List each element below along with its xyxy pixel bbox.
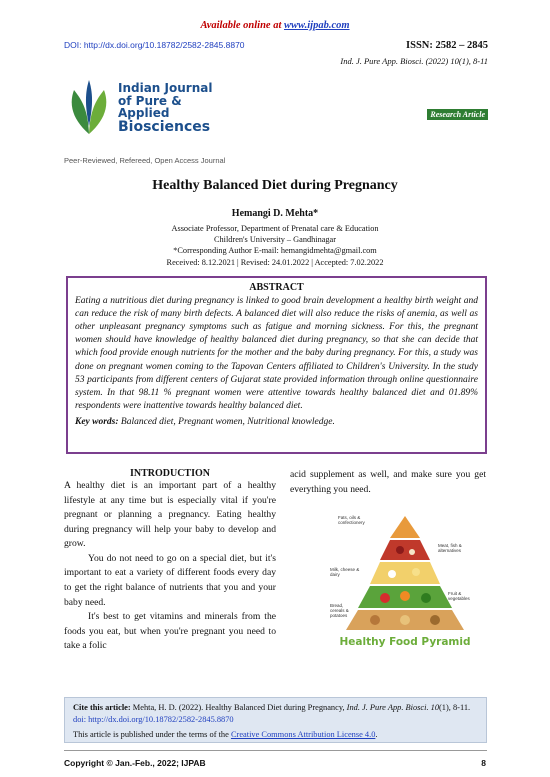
keywords-values: Balanced diet, Pregnant women, Nutritional knowledge. (118, 416, 335, 427)
issn: ISSN: 2582 – 2845 (406, 40, 488, 51)
abstract-heading: ABSTRACT (249, 282, 304, 293)
logo-line-2: of Pure & Applied (118, 93, 182, 121)
logo-line-1: Indian Journal (118, 81, 213, 95)
affiliation-line-1: Associate Professor, Department of Prenatal care & Education (171, 224, 379, 233)
keywords (75, 417, 478, 427)
intro-heading: INTRODUCTION (129, 468, 210, 479)
journal-website-link[interactable]: www.ijpab.com (283, 20, 350, 31)
corresponding-author: *Corresponding Author E-mail: hemangidmehta@gmail.com (173, 246, 377, 256)
article-title: Healthy Balanced Diet during Pregnancy (152, 178, 398, 193)
page-number: 8 (481, 758, 486, 768)
cite-box (64, 697, 487, 743)
doi-link[interactable]: DOI: http://dx.doi.org/10.18782/2582-2845.8870 (64, 40, 245, 50)
journal-logo (64, 72, 224, 152)
article-dates: Received: 8.12.2021 | Revised: 24.01.2022 | Accepted: 7.02.2022 (166, 257, 384, 267)
label-milk: Milk, cheese & dairy (330, 567, 360, 577)
license-link[interactable]: Creative Commons Attribution License 4.0 (230, 730, 376, 740)
intro-paragraph-2: You do not need to go on a special diet, but it's important to eat a variety of different foods every day to get the right balance of nutrients that you and your baby need. (64, 552, 276, 608)
footer-copyright: Copyright © Jan.-Feb., 2022; IJPAB (64, 758, 206, 768)
available-online: Available online at www.ijpab.com (200, 20, 350, 31)
label-fats: Fats, oils & confectionery (338, 515, 365, 525)
food-pyramid-figure (330, 508, 480, 658)
affiliation-line-2: Children's University – Gandhinagar (213, 235, 336, 245)
keywords-label: Key words: (75, 416, 119, 427)
leaf-logo-icon (64, 76, 114, 136)
logo-tagline: Peer-Reviewed, Refereed, Open Access Journal (64, 156, 226, 165)
logo-line-3: Biosciences (118, 118, 211, 135)
left-column (64, 468, 276, 654)
article-type-badge: Research Article (427, 104, 488, 122)
author-name: Hemangi D. Mehta* (231, 208, 319, 219)
label-meat: Meat, fish & alternatives (438, 543, 462, 553)
footer-rule (64, 750, 487, 751)
intro-paragraph-1: A healthy diet is an important part of a healthy lifestyle at any time but is especially vital if you're pregnant or planning a pregnancy. Eating healthy during pregnancy will help your baby to develop and grow. (64, 480, 276, 550)
label-bread: Bread, cereals & potatoes (330, 603, 349, 618)
right-paragraph: acid supplement as well, and make sure you get everything you need. (290, 469, 486, 495)
pyramid-caption: Healthy Food Pyramid (339, 636, 471, 648)
abstract-text: Eating a nutritious diet during pregnancy is linked to good brain development a healthy birth weight and can reduce the risk of many birth defects. A balanced diet will also reduce the risks of anemia, as well as other unpleasant pregnancy symptoms such as fatigue and morning sickness. For this, the pregnant women should have knowledge of healthy balanced diet during pregnancy, so that she can decide that which food provide enough nutrients for the mother and the baby during pregnancy. For this, a study was done on pregnant women coming to the Tapovan Centers affiliated to Children's University. In the study 53 participants from different centers of Gujarat state provided information through online questionnaire system. In that 98.11 % pregnant women were attentive towards healthy balanced diet and 01.89% respondents were inattentive towards healthy balanced diet. (75, 296, 478, 411)
label-fruit: Fruit & vegetables (448, 591, 470, 601)
license-note: This article is published under the terms of the Creative Commons Attribution License 4.0. (73, 730, 378, 740)
intro-paragraph-3: It's best to get vitamins and minerals from the foods you eat, but when you're pregnant you need to take a folic (64, 611, 276, 652)
journal-reference: Ind. J. Pure App. Biosci. (2022) 10(1), 8-11 (340, 56, 488, 66)
cite-label: Cite this article: (73, 703, 131, 712)
citation: Cite this article: Mehta, H. D. (2022). Healthy Balanced Diet during Pregnancy, Ind. J. Pure App. Biosci. 10(1), 8-11. doi: http://dx.doi.org/10.18782/2582-2845.8870 (73, 703, 471, 725)
affiliation (0, 223, 550, 268)
cite-doi-link[interactable]: doi: http://dx.doi.org/10.18782/2582-2845.8870 (73, 715, 234, 725)
abstract-box (66, 276, 487, 454)
